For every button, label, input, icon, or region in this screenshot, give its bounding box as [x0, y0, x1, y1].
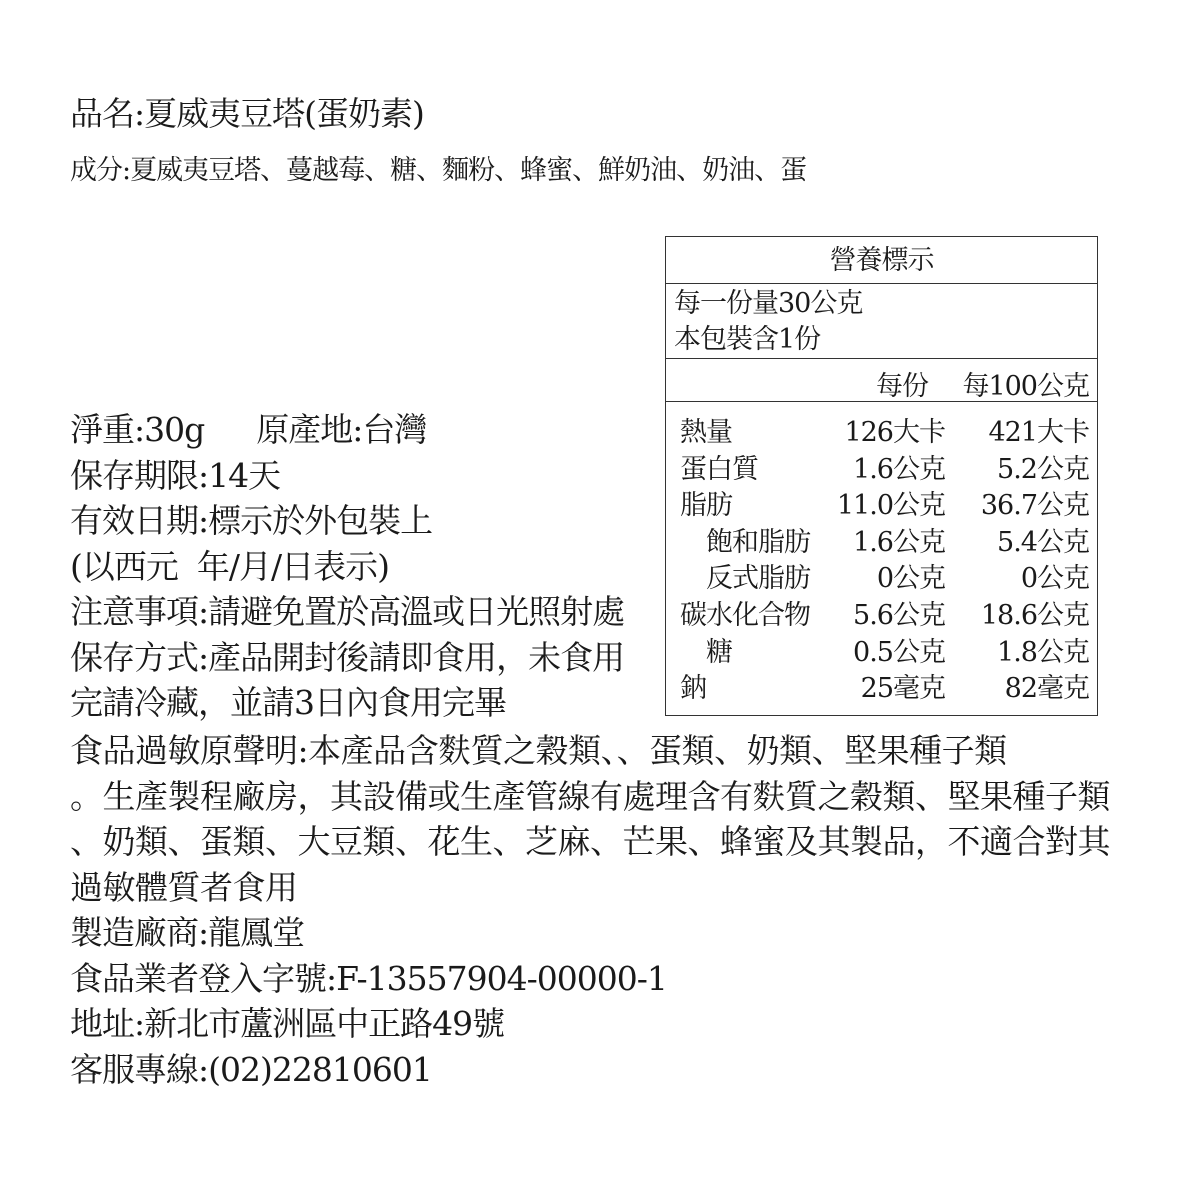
- nutrition-title: 營養標示: [666, 237, 1097, 284]
- nutrient-per-serving: 5.6公克: [853, 599, 945, 631]
- nutrient-per-100g: 421大卡: [988, 417, 1089, 448]
- nutrient-per-100g: 1.8公克: [997, 636, 1089, 668]
- nutrient-per-serving: 25毫克: [860, 673, 945, 705]
- nutrient-per-serving: 126大卡: [844, 417, 945, 448]
- ingredients-list: 成分:夏威夷豆塔、蔓越莓、糖、麵粉、蜂蜜、鮮奶油、奶油、蛋: [70, 155, 807, 186]
- nutrition-row-saturated-fat: [666, 520, 1097, 557]
- nutrition-row-energy: [666, 410, 1097, 447]
- column-per-serving: 每份: [876, 371, 928, 402]
- nutrition-row-sodium: [666, 666, 1097, 703]
- nutrition-row-fat: [666, 483, 1097, 520]
- nutrition-column-headers: [666, 359, 1097, 402]
- storage-line-2: 完請冷藏，並請3日內食用完畢: [70, 683, 506, 722]
- company-info: [70, 910, 667, 1092]
- nutrient-per-serving: 0公克: [876, 563, 945, 595]
- storage-line-1: 保存方式:產品開封後請即食用，未食用: [70, 637, 625, 677]
- nutrient-name: 反式脂肪: [706, 563, 810, 595]
- nutrition-rows: [666, 402, 1097, 703]
- address: 地址:新北市蘆洲區中正路49號: [70, 1004, 505, 1043]
- nutrient-name: 鈉: [680, 673, 706, 705]
- manufacturer: 製造廠商:龍鳳堂: [70, 913, 305, 952]
- product-info-block: [70, 407, 660, 726]
- nutrient-name: 蛋白質: [680, 453, 758, 485]
- weight-origin-line: [70, 407, 660, 453]
- date-format: (以西元 年/月/日表示): [70, 546, 389, 586]
- customer-hotline: 客服專線:(02)22810601: [70, 1049, 432, 1089]
- product-name: 品名:夏威夷豆塔(蛋奶素): [70, 94, 424, 133]
- column-per-100g: 每100公克: [962, 371, 1089, 402]
- allergen-line-1: 食品過敏原聲明:本產品含麩質之穀類、、蛋類、奶類、堅果種子類: [70, 731, 1007, 770]
- nutrient-name: 飽和脂肪: [706, 526, 810, 558]
- origin: 原產地:台灣: [256, 410, 427, 449]
- nutrient-per-100g: 5.2公克: [997, 453, 1089, 485]
- nutrient-per-serving: 0.5公克: [853, 636, 945, 668]
- nutrient-per-100g: 18.6公克: [980, 599, 1089, 631]
- nutrient-name: 脂肪: [680, 490, 732, 522]
- servings-per-pack: 本包裝含1份: [674, 324, 821, 355]
- nutrient-per-100g: 82毫克: [1004, 673, 1089, 705]
- nutrition-row-protein: [666, 447, 1097, 484]
- nutrient-name: 熱量: [680, 417, 732, 448]
- allergen-statement: [70, 728, 1110, 910]
- nutrition-facts-table: [665, 236, 1098, 716]
- nutrition-row-carbohydrate: [666, 593, 1097, 630]
- nutrient-per-serving: 1.6公克: [853, 526, 945, 558]
- nutrient-per-serving: 11.0公克: [836, 490, 945, 522]
- registration-number: 食品業者登入字號:F-13557904-00000-1: [70, 958, 667, 998]
- nutrient-per-100g: 36.7公克: [980, 490, 1089, 522]
- nutrient-name: 碳水化合物: [680, 599, 810, 631]
- shelf-life: 保存期限:14天: [70, 455, 281, 495]
- net-weight: 淨重:30g: [70, 410, 205, 449]
- allergen-line-2: 。生產製程廠房，其設備或生產管線有處理含有麩質之穀類、堅果種子類: [70, 776, 1110, 816]
- nutrition-serving-info: [666, 284, 1097, 359]
- nutrient-name: 糖: [706, 636, 732, 668]
- expiry-date: 有效日期:標示於外包裝上: [70, 501, 433, 540]
- nutrient-per-100g: 0公克: [1020, 563, 1089, 595]
- caution: 注意事項:請避免置於高溫或日光照射處: [70, 592, 625, 631]
- allergen-line-4: 過敏體質者食用: [70, 867, 298, 907]
- serving-size: 每一份量30公克: [674, 288, 863, 319]
- nutrient-per-serving: 1.6公克: [853, 453, 945, 485]
- nutrition-row-trans-fat: [666, 556, 1097, 593]
- nutrient-per-100g: 5.4公克: [997, 526, 1089, 558]
- nutrition-row-sugar: [666, 630, 1097, 667]
- allergen-line-3: 、奶類、蛋類、大豆類、花生、芝麻、芒果、蜂蜜及其製品，不適合對其: [70, 822, 1110, 861]
